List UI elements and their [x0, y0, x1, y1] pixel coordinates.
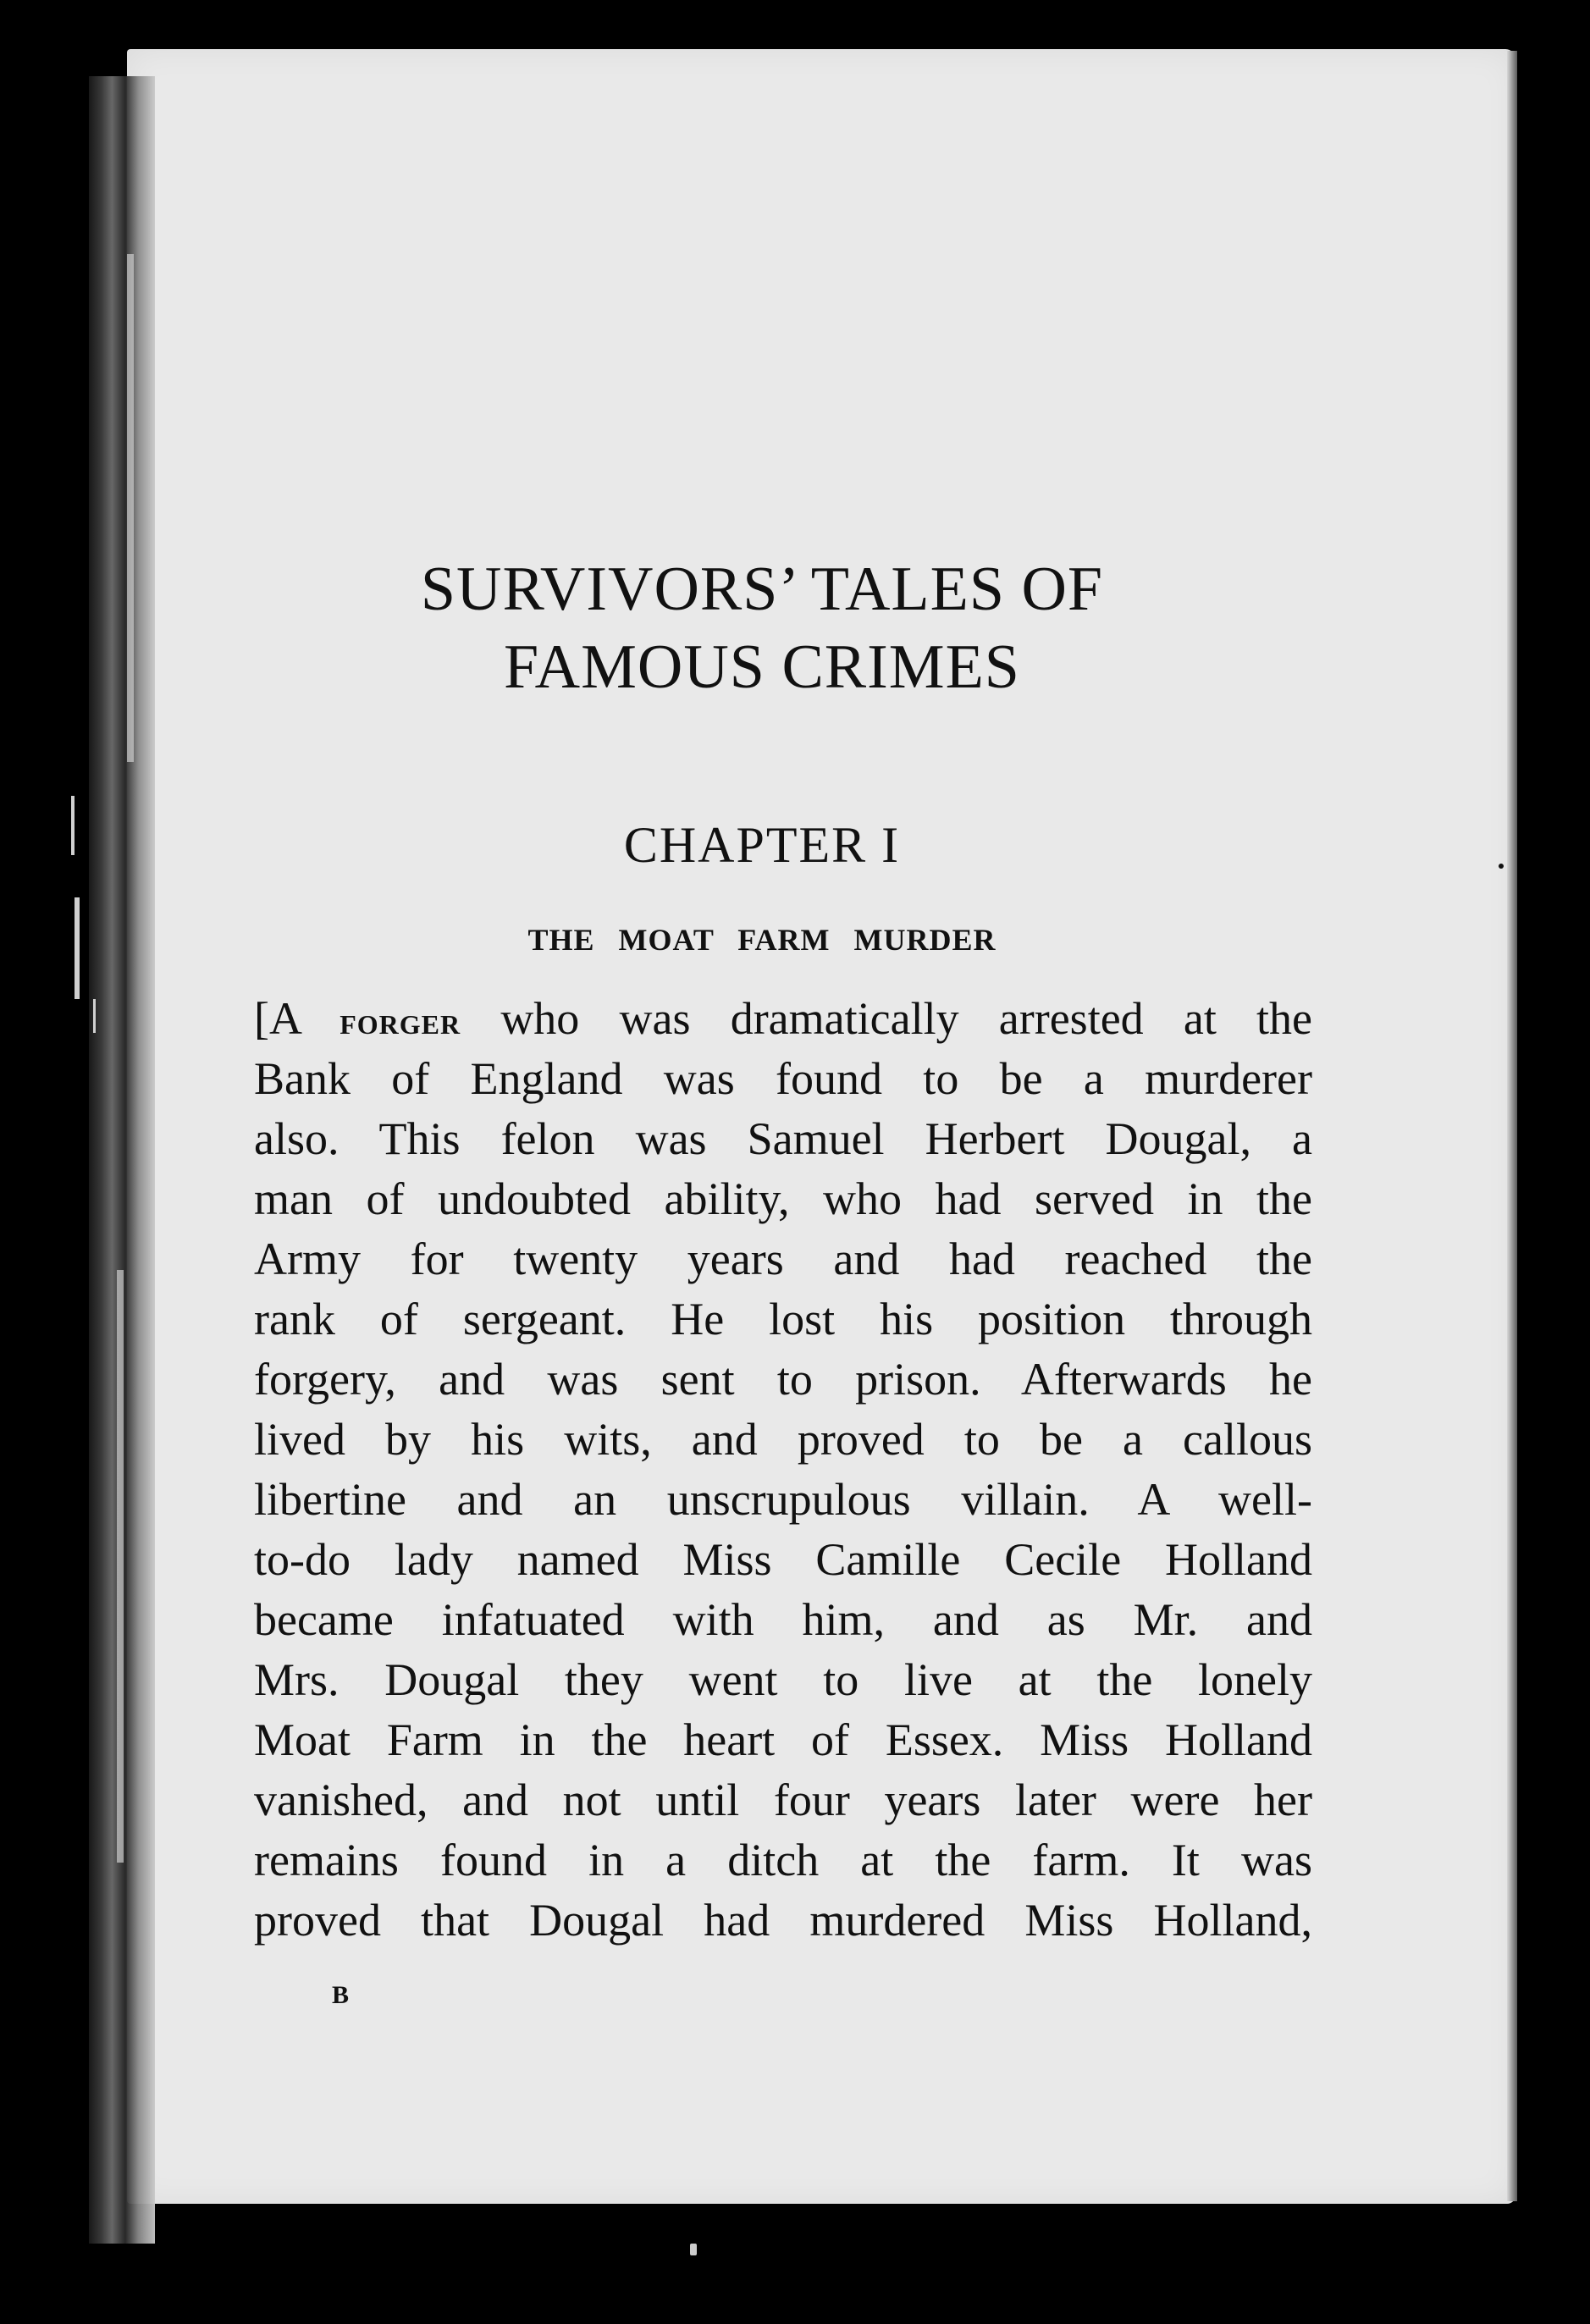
text-line: [254, 989, 1312, 1049]
text-line: rank of sergeant. He lost his position through: [254, 1294, 1312, 1344]
text-line: Army for twenty years and had reached the: [254, 1234, 1312, 1284]
scan-artifact: [71, 796, 75, 855]
smallcaps-word: forger: [340, 999, 461, 1042]
book-title-line: FAMOUS CRIMES: [504, 632, 1020, 702]
text-line: to-do lady named Miss Camille Cecile Holland: [254, 1534, 1312, 1585]
text-line: libertine and an unscrupulous villain. A well-: [254, 1474, 1312, 1525]
text-line: vanished, and not until four years later were her: [254, 1775, 1312, 1825]
text-line: Moat Farm in the heart of Essex. Miss Holland: [254, 1714, 1312, 1765]
signature-mark: B: [332, 1981, 350, 2009]
scan-speck: [1499, 864, 1504, 869]
chapter-heading: CHAPTER I: [623, 817, 901, 873]
text-line: became infatuated with him, and as Mr. and: [254, 1594, 1312, 1645]
text-line: remains found in a ditch at the farm. It was: [254, 1835, 1312, 1885]
text-line: lived by his wits, and proved to be a callous: [254, 1414, 1312, 1465]
text-line: proved that Dougal had murdered Miss Holland,: [254, 1895, 1312, 1946]
scan-speck: [690, 2244, 697, 2255]
first-line-rest: who was dramatically arrested at the: [461, 993, 1313, 1044]
book-title: [254, 550, 1270, 706]
text-line: forgery, and was sent to prison. Afterwards he: [254, 1354, 1312, 1405]
page-edge: [1507, 51, 1517, 2201]
text-line: also. This felon was Samuel Herbert Dougal, a: [254, 1113, 1312, 1164]
scan-artifact: [93, 999, 96, 1033]
text-line: Bank of England was found to be a murderer: [254, 1053, 1312, 1104]
gutter-streak: [117, 1270, 124, 1863]
chapter-title: THE MOAT FARM MURDER: [527, 923, 997, 957]
scan-artifact: [75, 897, 80, 999]
gutter-streak: [127, 254, 134, 762]
book-title-line: SURVIVORS’ TALES OF: [420, 555, 1104, 624]
text-line: Mrs. Dougal they went to live at the lonely: [254, 1654, 1312, 1705]
binding-gutter: [89, 76, 155, 2244]
body-text: [254, 989, 1312, 1951]
opening-bracket-text: [A: [254, 993, 340, 1044]
text-line: man of undoubted ability, who had served in the: [254, 1173, 1312, 1224]
